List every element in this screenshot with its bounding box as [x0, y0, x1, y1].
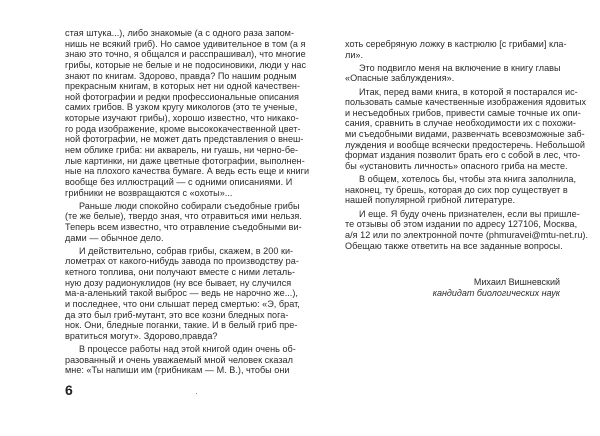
text-line: И действительно, собрав грибы, скажем, в 200 ки- — [79, 245, 294, 256]
text-line: В общем, хотелось бы, чтобы эта книга заполнила, — [359, 174, 577, 185]
text-line: ма-а-аленький такой выброс — ведь не нарочно же...), — [65, 288, 298, 299]
right-page-text — [345, 39, 589, 251]
text-line: кетного топлива, они получают вместе с ними леталь- — [65, 267, 296, 278]
text-line: наконец, ту брешь, которая до сих пор существует в — [345, 184, 568, 195]
text-line: ной фотографии и редки профессиональные описания — [65, 91, 299, 102]
text-line: знают по книгам. Здорово, правда? По нашим родным — [65, 70, 297, 81]
text-line: И еще. Я буду очень признателен, если вы пришле- — [359, 208, 580, 219]
page-number: 6 — [65, 382, 73, 398]
text-line: ную дозу радионуклидов (ну все бывает, ну случился — [65, 277, 292, 288]
text-line: стая штука...), либо знакомые (а с одного раза запом- — [65, 28, 295, 38]
author-signature — [433, 277, 560, 299]
text-line: хоть серебряную ложку в кастрюлю [с грибами] кла- — [345, 39, 567, 49]
text-line: вообще без иллюстраций — с одними описаниями. И — [65, 176, 293, 187]
text-line: сания, сравнить в случае необходимости их с похожи- — [345, 118, 576, 129]
text-line: «Опасные заблуждения». — [345, 73, 455, 84]
text-line: которые изучают грибы), хорошо известно, что никако- — [65, 113, 299, 124]
text-line: Это подвигло меня на включение в книгу главы — [359, 62, 561, 73]
text-line: бы «установить личность» опасного гриба на месте. — [345, 161, 568, 172]
text-line: ли». — [345, 49, 364, 60]
text-line: мне: «Ты напиши им (грибникам — М. В.), чтобы они — [65, 365, 290, 376]
text-line: пользовать самые качественные изображения ядовитых — [345, 97, 587, 108]
text-line: знаю это точно, я общался и расспрашивал), что многие — [65, 49, 306, 60]
text-line: дами — обычное дело. — [65, 232, 164, 243]
text-line: и последнее, что они слышат перед смертью: «Э, брат, — [65, 299, 300, 310]
text-line: нем облике гриба: ни акварель, ни гуашь, ни черно-бе- — [65, 145, 299, 156]
text-line: ми съедобными видами, развенчать всевозможные заб- — [345, 129, 585, 140]
author-name: Михаил Вишневский — [473, 277, 560, 287]
text-line: а/я 12 или по электронной почте (phmuravei@mtu-net.ru). — [345, 229, 589, 240]
text-line: разованный и очень уважаемый мной человек сказал — [65, 354, 293, 365]
text-line: Теперь всем известно, что отравление съедобными ви- — [65, 222, 302, 233]
text-line: вратиться могут». Здорово,правда? — [65, 330, 218, 341]
right-page — [300, 0, 600, 436]
text-line: го рода изображение, кроме высококачественной цвет- — [65, 123, 301, 134]
text-line: Обещаю также ответить на все заданные вопросы. — [345, 240, 563, 251]
text-line: да это был гриб-мутант, это все козни бледных пога- — [65, 309, 289, 320]
text-line: нок. Они, бледные поганки, такие. И в белый гриб пре- — [65, 320, 298, 331]
left-page-text — [65, 28, 310, 376]
text-line: грибники не возвращаются с «охоты»... — [65, 187, 233, 198]
text-line: грибы, которые не белые и не подосиновики, люди у нас — [65, 59, 307, 70]
text-line: и несъедобных грибов, привести самые точные их опи- — [345, 107, 581, 118]
text-line: Раньше люди спокойно собирали съедобные грибы — [79, 200, 300, 211]
text-line: лометрах от какого-нибудь завода по производству ра- — [65, 256, 299, 267]
print-speck — [196, 393, 197, 394]
text-line: те отзывы об этом издании по адресу 127106, Москва, — [345, 219, 578, 230]
text-line: лые картинки, ни даже цветные фотографии, выполнен- — [65, 155, 305, 166]
text-line: ные на плохого качества бумаге. А ведь есть еще и книги — [65, 166, 310, 177]
text-line: самих грибов. В узком кругу микологов (это те ученые, — [65, 102, 298, 113]
text-line: В процессе работы над этой книгой один очень об- — [79, 344, 296, 355]
text-line: (те же белые), твердо зная, что отравиться ими нельзя. — [65, 211, 302, 222]
text-line: прекрасным книгам, в которых нет ни одной качествен- — [65, 81, 301, 92]
text-line: ной фотографии, не может дать представления о внеш- — [65, 134, 304, 145]
text-line: нишь не всякий гриб). Но самое удивительное в том (а я — [65, 38, 306, 49]
text-line: нашей популярной грибной литературе. — [345, 195, 516, 206]
author-title: кандидат биологических наук — [432, 288, 560, 298]
text-line: Итак, перед вами книга, в которой я постарался ис- — [359, 86, 578, 97]
text-line: формат издания позволит брать его с собой в лес, что- — [345, 150, 581, 161]
text-line: луждения и вообще всячески предостеречь. Небольшой — [345, 139, 585, 150]
